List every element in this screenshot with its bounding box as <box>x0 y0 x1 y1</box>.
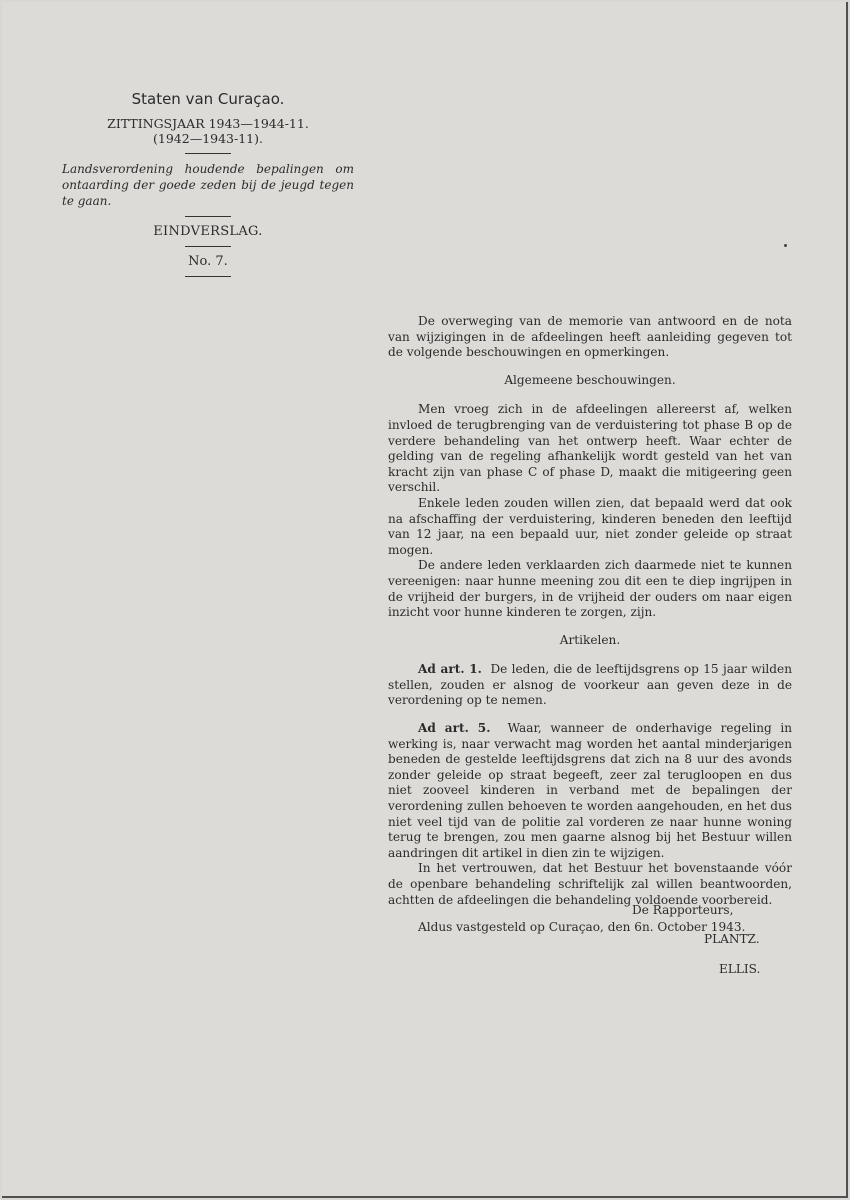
report-body <box>388 314 792 936</box>
article-1-label: Ad art. 1. <box>418 662 482 677</box>
divider <box>185 276 231 277</box>
document-type: EINDVERSLAG. <box>153 224 263 239</box>
article-5-paragraph <box>388 721 792 861</box>
general-paragraph-1: Men vroeg zich in de afdeelingen allereerst af, welken invloed de terugbrenging van de verduistering tot phase B op de verdere behandeling van het ontwerp heeft. Waar echter de gelding van de regeling afhankelijk wordt gesteld van het van kracht zijn van phase C of phase D, maakt die mitigeering geen verschil. <box>388 402 792 495</box>
article-1-paragraph <box>388 662 792 709</box>
closing-line: Aldus vastgesteld op Curaçao, den 6n. October 1943. <box>418 920 746 935</box>
rapporteur-name: ELLIS. <box>719 962 761 976</box>
general-paragraph-3: De andere leden verklaarden zich daarmede niet te kunnen vereenigen: naar hunne meening zou dit een te diep ingrijpen in de vrijheid der burgers, in de vrijheid der ouders om naar eigen inzicht voor hunne kinderen te zorgen, zijn. <box>388 558 792 620</box>
organisation-name: Staten van Curaçao. <box>131 90 285 108</box>
trust-paragraph: In het vertrouwen, dat het Bestuur het bovenstaande vóór de openbare behandeling schriftelijk zal willen beantwoorden, achtten de afdeelingen die behandeling voldoende voorbereid. <box>388 861 792 907</box>
divider <box>185 216 231 217</box>
ink-speck <box>784 244 787 247</box>
articles-heading: Artikelen. <box>559 632 621 647</box>
rapporteur-name: PLANTZ. <box>704 932 760 946</box>
intro-paragraph: De overweging van de memorie van antwoord en de nota van wijzigingen in de afdeelingen heeft aanleiding gegeven tot de volgende beschouwingen en opmerkingen. <box>388 314 792 360</box>
article-1-text: De leden, die de leeftijdsgrens op 15 jaar wilden stellen, zouden er alsnog de voorkeur aan geven deze in de verordening op te nemen. <box>388 662 792 708</box>
previous-session-year: (1942—1943-11). <box>153 131 263 146</box>
document-header <box>62 92 354 284</box>
article-5-label: Ad art. 5. <box>418 721 491 736</box>
document-number: No. 7. <box>188 254 228 269</box>
session-year: ZITTINGSJAAR 1943—1944-11. <box>107 116 309 131</box>
rapporteurs-title: De Rapporteurs, <box>632 903 734 917</box>
divider <box>185 153 231 154</box>
ordinance-subject: Landsverordening houdende bepalingen om ontaarding der goede zeden bij de jeugd tegen te gaan. <box>62 162 354 208</box>
article-5-text: Waar, wanneer de onderhavige regeling in werking is, naar verwacht mag worden het aantal minderjarigen beneden de gestelde leeftijdsgrens dat zich na 8 uur des avonds zonder geleide op straat begeeft, zeer zal terugloopen en dus niet zooveel kinderen in verband met de bepalingen der verordening zullen behoeven te worden aangehouden, en het dus niet veel tijd van de politie zal vorderen ze naar hunne woning terug te brengen, zou men gaarne alsnog bij het Bestuur willen aandringen dit artikel in dien zin te wijzigen. <box>388 721 793 860</box>
general-heading: Algemeene beschouwingen. <box>504 372 676 387</box>
divider <box>185 246 231 247</box>
general-paragraph-2: Enkele leden zouden willen zien, dat bepaald werd dat ook na afschaffing der verduistering, kinderen beneden den leeftijd van 12 jaar, na een bepaald uur, niet zonder geleide op straat mogen. <box>388 495 792 557</box>
